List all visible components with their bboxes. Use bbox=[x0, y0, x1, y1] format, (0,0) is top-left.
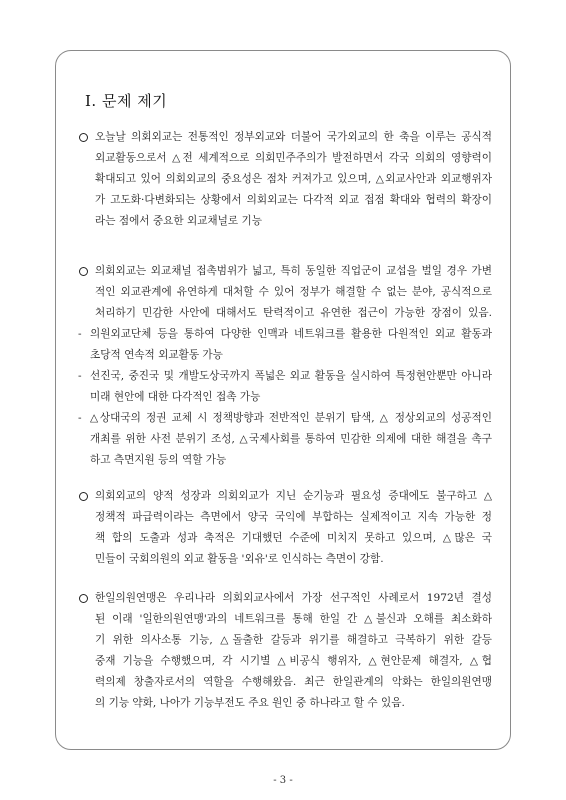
dash-item-line: 미래 현안에 대한 다각적인 접촉 가능 bbox=[90, 391, 261, 403]
dash-item-line: 하고 측면지원 등의 역할 가능 bbox=[90, 454, 227, 466]
dash-item-line: 초당적 연속적 외교활동 가능 bbox=[90, 349, 223, 361]
dash-bullet-icon: - bbox=[78, 412, 82, 424]
dash-item-line: - △상대국의 정권 교체 시 정책방향과 전반적인 분위기 탐색, △ 정상외교의 성공적인 bbox=[78, 408, 492, 429]
paragraph-line: 의 기능 약화, 나아가 기능부전도 주요 원인 중 하나라고 할 수 있음. bbox=[95, 697, 405, 709]
paragraph-line: 라는 점에서 중요한 외교채널로 기능 bbox=[95, 215, 262, 227]
circle-bullet-icon bbox=[79, 492, 88, 501]
paragraph-line: 민들이 국회의원의 외교 활동을 '외유'로 인식하는 측면이 강함. bbox=[95, 553, 384, 565]
bullet-paragraph-1 bbox=[78, 127, 492, 232]
dash-item-line: 개최를 위한 사전 분위기 조성, △국제사회를 통하여 민감한 의제에 대한 해결을 촉구 bbox=[90, 433, 492, 445]
dash-item-line: - 선진국, 중진국 및 개발도상국까지 폭넓은 외교 활동을 실시하여 특정현안뿐만 아니라 bbox=[78, 366, 492, 387]
paragraph-line: 가 고도화·다변화되는 상황에서 의회외교는 다각적 외교 접점 확대와 협력의 확장이 bbox=[95, 194, 492, 206]
paragraph-line: 의회외교의 양적 성장과 의회외교가 지닌 순기능과 필요성 증대에도 불구하고 △ bbox=[78, 486, 492, 507]
paragraph-line: 기 위한 의사소통 기능, △돌출한 갈등과 위기를 해결하고 극복하기 위한 갈등 bbox=[95, 634, 492, 646]
paragraph-line: 력의제 창출자로서의 역할을 수행해왔음. 최근 한일관계의 악화는 한일의원연맹 bbox=[95, 676, 492, 688]
bullet-paragraph-2 bbox=[78, 261, 492, 471]
paragraph-line: 정책적 파급력이라는 측면에서 양국 국익에 부합하는 실제적이고 지속 가능한 정 bbox=[95, 511, 492, 523]
paragraph-line: 처리하기 민감한 사안에 대해서도 탄력적이고 유연한 접근이 가능한 장점이 있음. bbox=[95, 307, 492, 319]
dash-item-line: - 의원외교단체 등을 통하여 다양한 인맥과 네트워크를 활용한 다원적인 외교 활동과 bbox=[78, 324, 492, 345]
dash-bullet-icon: - bbox=[78, 328, 82, 340]
bullet-paragraph-4 bbox=[78, 588, 492, 714]
circle-bullet-icon bbox=[79, 133, 88, 142]
circle-bullet-icon bbox=[79, 594, 88, 603]
paragraph-line: 외교활동으로서 △전 세계적으로 의회민주주의가 발전하면서 각국 의회의 영향력이 bbox=[95, 152, 492, 164]
circle-bullet-icon bbox=[79, 267, 88, 276]
dash-bullet-icon: - bbox=[78, 370, 82, 382]
bullet-paragraph-3 bbox=[78, 486, 492, 570]
paragraph-line: 된 이래 '일한의원연맹'과의 네트워크를 통해 한일 간 △불신과 오해를 최소화하 bbox=[95, 613, 492, 625]
paragraph-line: 한일의원연맹은 우리나라 의회외교사에서 가장 선구적인 사례로서 1972년 결성 bbox=[78, 588, 492, 609]
paragraph-line: 오늘날 의회외교는 전통적인 정부외교와 더불어 국가외교의 한 축을 이루는 공식적 bbox=[78, 127, 492, 148]
page-number: - 3 - bbox=[273, 775, 293, 786]
paragraph-line: 적인 외교관계에 유연하게 대처할 수 있어 정부가 해결할 수 없는 분야, 공식적으로 bbox=[95, 286, 492, 298]
paragraph-line: 책 합의 도출과 성과 축적은 기대했던 수준에 미치지 못하고 있으며, △많은 국 bbox=[95, 532, 492, 544]
paragraph-line: 의회외교는 외교채널 접촉범위가 넓고, 특히 동일한 직업군이 교섭을 벌일 경우 가변 bbox=[78, 261, 492, 282]
paragraph-line: 중재 기능을 수행했으며, 각 시기별 △비공식 행위자, △현안문제 해결자, △협 bbox=[95, 655, 492, 667]
section-title: Ⅰ. 문제 제기 bbox=[85, 92, 168, 110]
paragraph-line: 확대되고 있어 의회외교의 중요성은 점차 커져가고 있으며, △외교사안과 외교행위자 bbox=[95, 173, 492, 185]
